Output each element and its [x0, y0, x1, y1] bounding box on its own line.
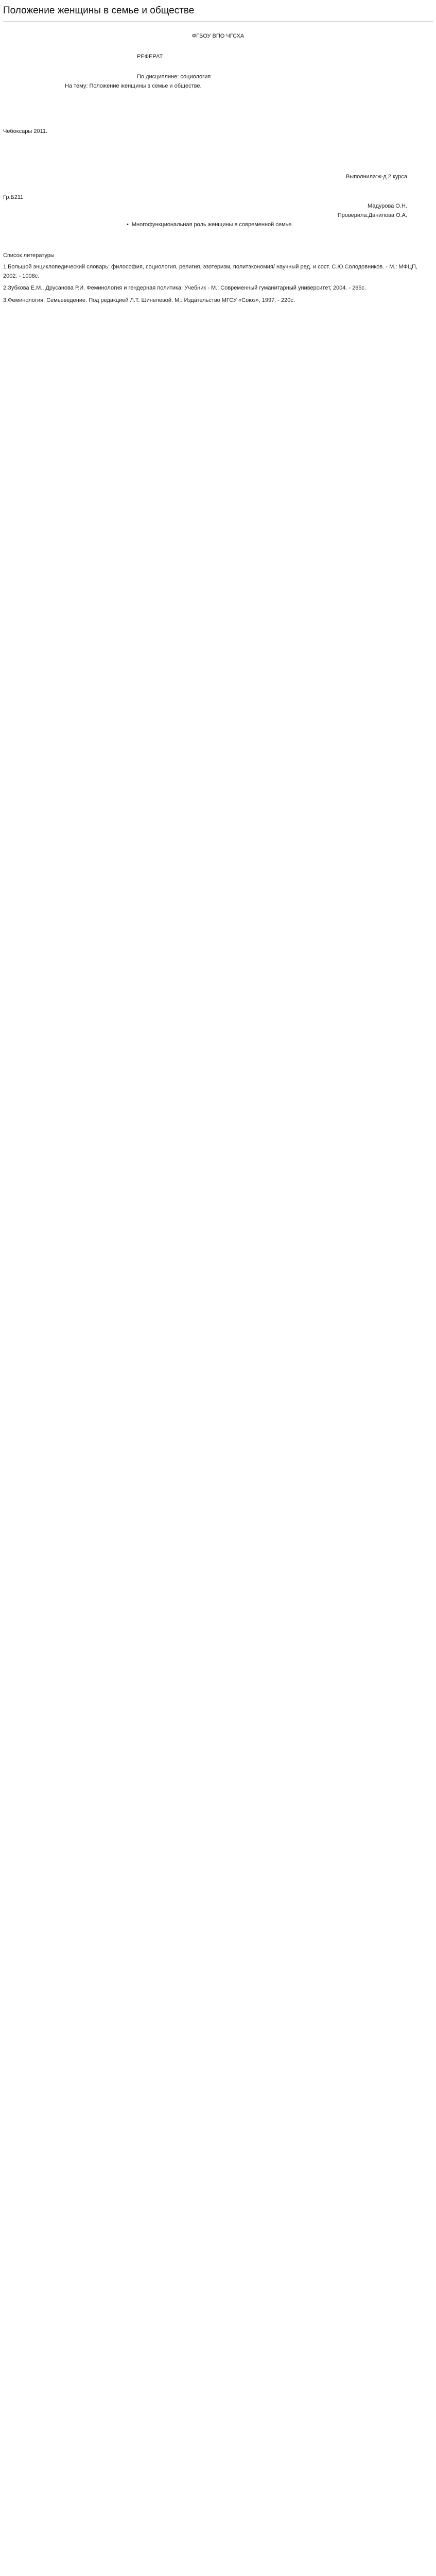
references-list	[3, 263, 433, 306]
reference-item: 1.Большой энциклопедический словарь: философия, социология, религия, эзотеризм, политэкономия/ научный ред. и сост. С.Ю.Солодовников. - М.: МФЦП, 2002. - 1008с.	[3, 263, 417, 279]
page-title: Положение женщины в семье и обществе	[3, 3, 433, 22]
performed-by: Выполнила:ж-д 2 курса	[345, 173, 407, 180]
discipline-line: По дисциплине: социология	[137, 74, 211, 80]
report-label: РЕФЕРАТ	[137, 53, 163, 60]
reference-item: 3.Феминология. Семьеведение. Под редакцией Л.Т. Шинелевой. М.: Издательство МГСУ «Союз», 1997. - 220с.	[3, 297, 295, 304]
checked-by: Проверила:Данилова О.А.	[337, 212, 407, 219]
references-title: Список литературы	[3, 252, 55, 259]
city-year: Чебоксары 2011.	[3, 128, 48, 135]
document-page	[0, 0, 436, 319]
reference-item: 2.Зубкова Е.М., Друсанова Р.И. Феминология и гендерная политика: Учебник - М.: Современный гуманитарный университет, 2004. - 265с.	[3, 285, 367, 292]
student-name: Мадурова О.Н.	[368, 203, 407, 210]
toc-item: • Многофункциональная роль женщины в современной семье.	[3, 221, 433, 230]
theme-line: На тему: Положение женщины в семье и обществе.	[65, 83, 202, 90]
university-name: ФГБОУ ВПО ЧГСХА	[191, 32, 245, 39]
group-number: Гр.Б211	[3, 194, 24, 200]
